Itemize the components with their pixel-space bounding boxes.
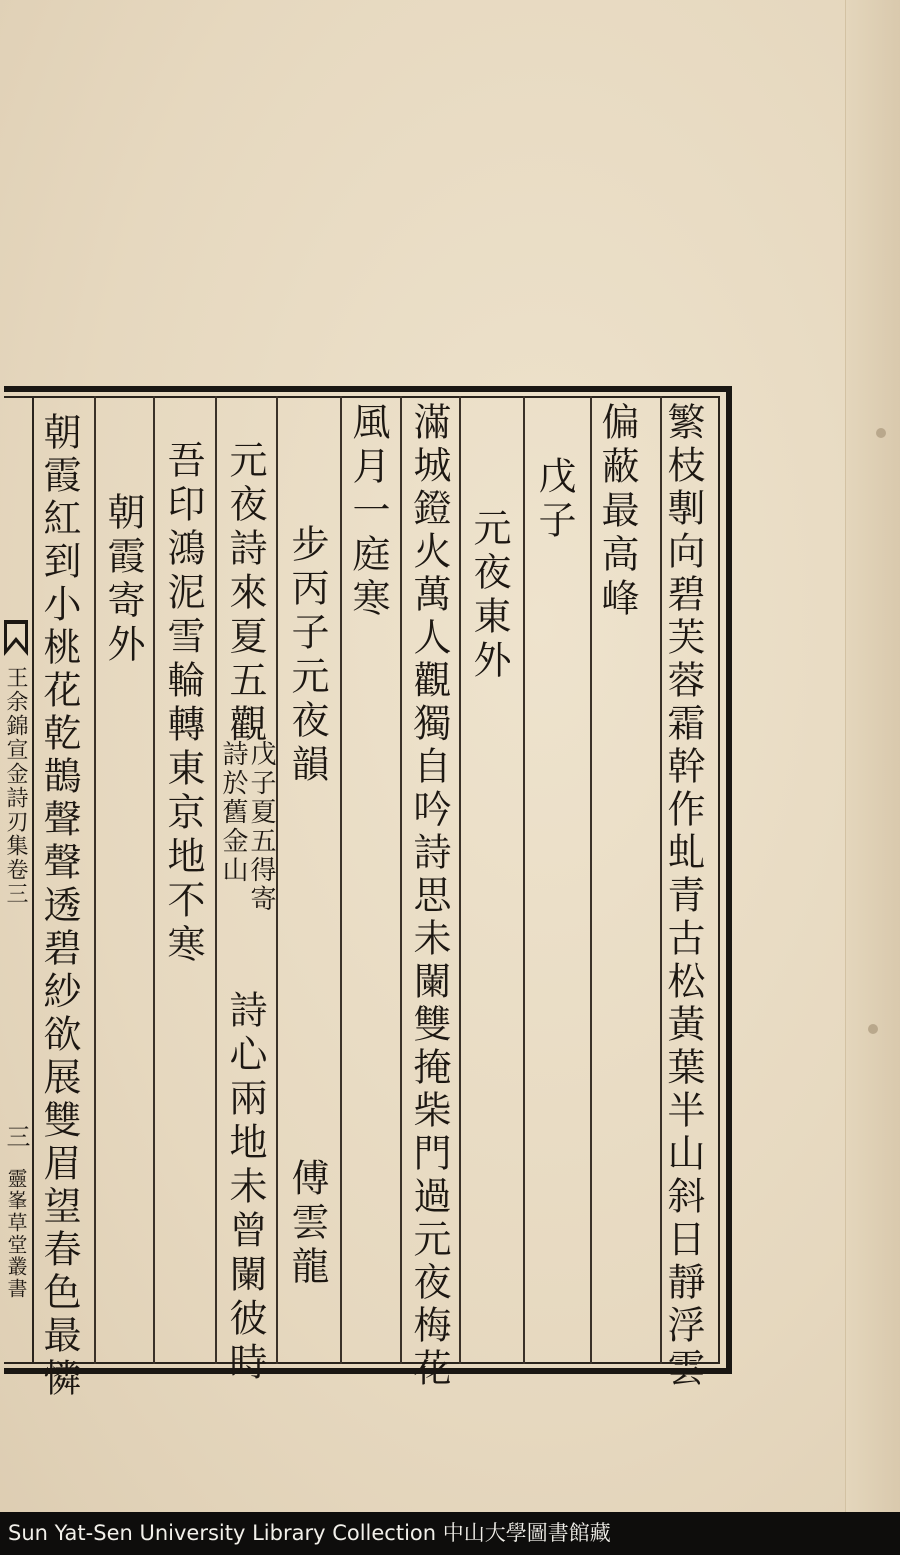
column-divider <box>340 396 342 1364</box>
text-column-3: 戊子 <box>532 456 576 544</box>
binding-hole <box>876 428 886 438</box>
series-name: 靈峯草堂叢書 <box>4 1168 28 1300</box>
text-column-1: 繁枝剸向碧芙蓉霜幹作虬青古松黃葉半山斜日靜浮雲 <box>661 402 705 1391</box>
text-column-10: 吾印鴻泥雪輪轉東京地不寒 <box>161 440 205 968</box>
text-column-9: 詩心兩地未曾闌彼時 <box>223 990 267 1386</box>
column-divider <box>215 396 217 1364</box>
fold-title: 王余錦宣金詩刃集卷三 <box>3 666 28 906</box>
text-column-5: 滿城鐙火萬人觀獨自吟詩思未闌雙掩柴門過元夜梅花 <box>407 402 451 1391</box>
text-column-8: 元夜詩來夏五觀 <box>223 440 267 748</box>
text-column-12: 朝霞紅到小桃花乾鵲聲聲透碧紗欲展雙眉望春色最憐 <box>37 412 81 1401</box>
text-column-4: 元夜東外 <box>467 508 511 684</box>
column-divider <box>276 396 278 1364</box>
fishtail-mark-icon <box>4 620 28 656</box>
text-column-7: 步丙子元夜韻 <box>285 524 329 788</box>
text-column-2: 偏蔽最高峰 <box>595 402 639 622</box>
binding-hole <box>868 1024 878 1034</box>
column-divider <box>459 396 461 1364</box>
page-number: 三 <box>2 1124 30 1148</box>
annotation-left: 詩於舊金山 <box>218 740 248 885</box>
page-edge <box>845 0 900 1555</box>
column-divider <box>153 396 155 1364</box>
column-divider <box>400 396 402 1364</box>
column-divider <box>94 396 96 1364</box>
text-column-11: 朝霞寄外 <box>101 492 145 668</box>
text-column-6: 風月一庭寒 <box>346 402 390 622</box>
annotation-right: 戊子夏五得寄 <box>246 740 276 914</box>
author-name: 傅雲龍 <box>285 1158 329 1290</box>
column-divider <box>590 396 592 1364</box>
collection-footer: Sun Yat-Sen University Library Collection 中山大學圖書館藏 <box>0 1512 900 1555</box>
column-divider <box>523 396 525 1364</box>
